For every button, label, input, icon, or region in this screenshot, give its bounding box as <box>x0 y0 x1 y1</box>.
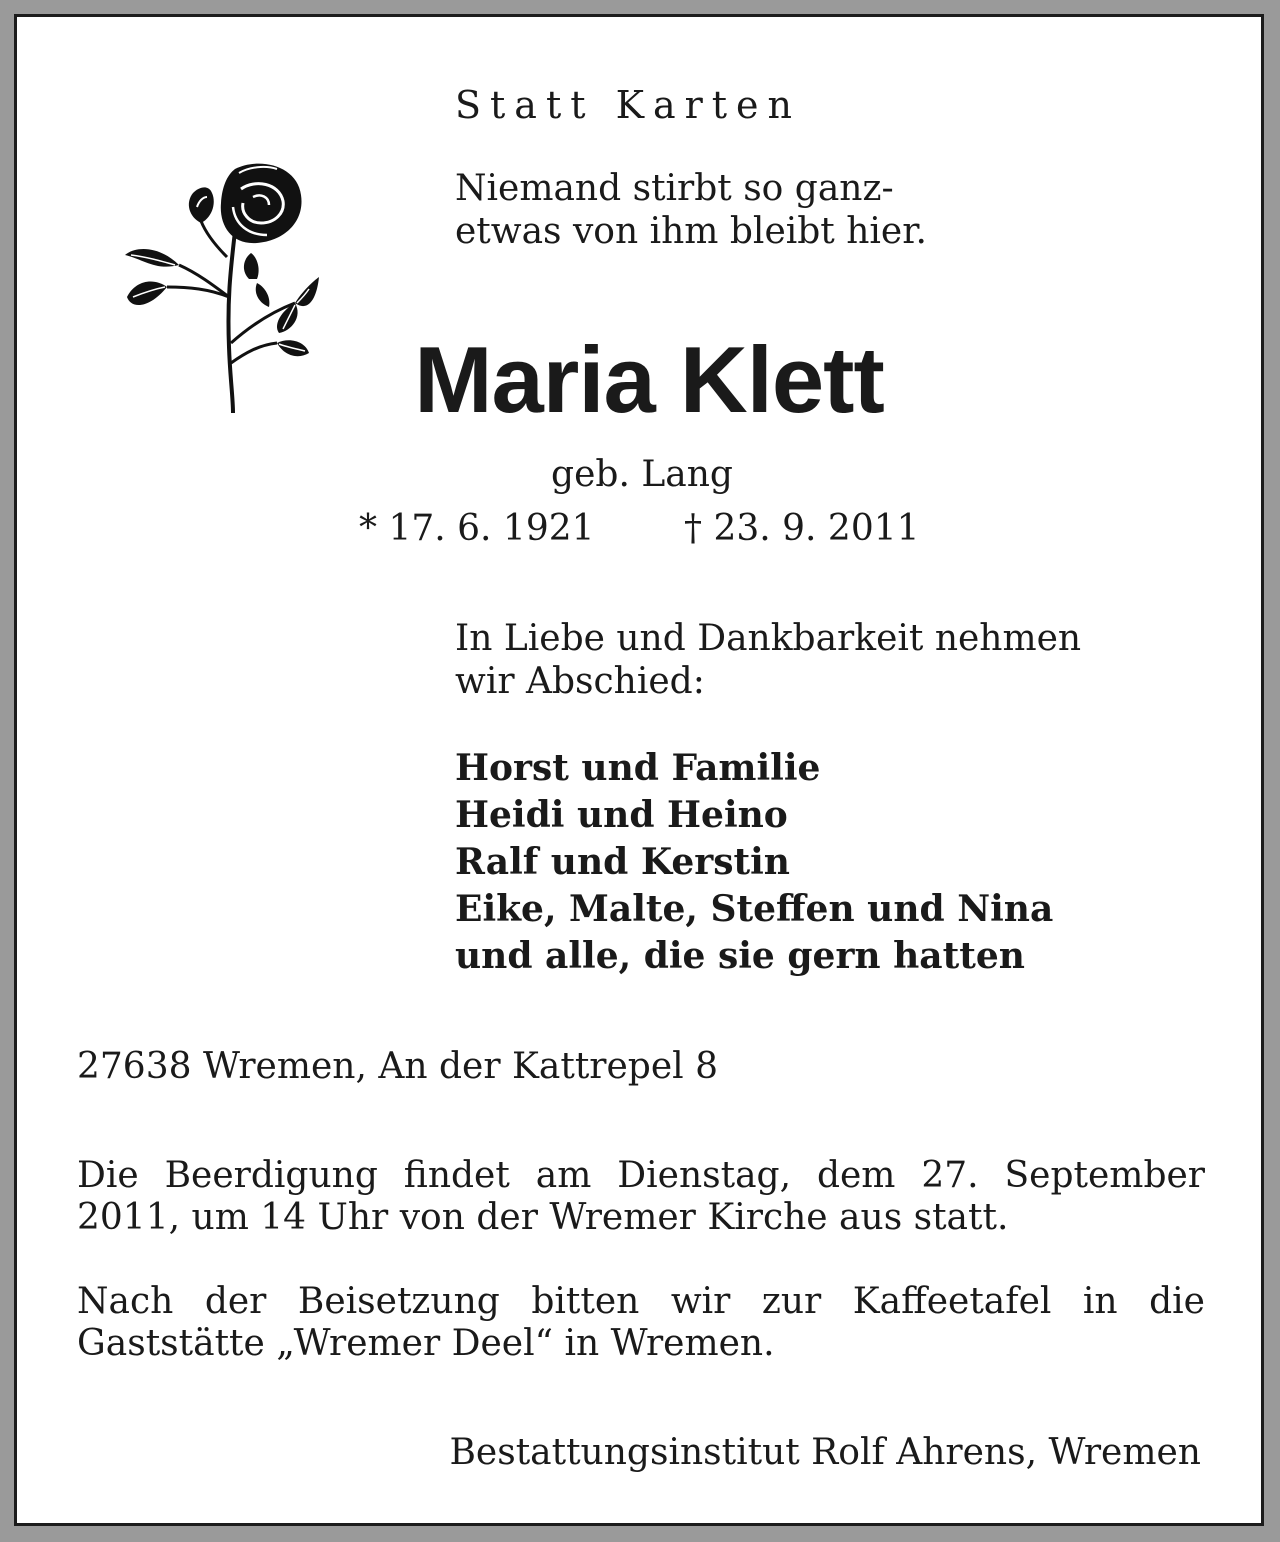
mourner-line: Eike, Malte, Steffen und Nina <box>455 888 1054 930</box>
mourner-line: und alle, die sie gern hatten <box>455 935 1025 977</box>
reception-info: Nach der Beisetzung bitten wir zur Kaffeetafel in die Gaststätte „Wremer Deel“ in Wremen. <box>77 1281 1205 1364</box>
quote-line-2: etwas von ihm bleibt hier. <box>455 211 927 252</box>
mourner-line: Ralf und Kerstin <box>455 841 790 883</box>
deceased-name: Maria Klett <box>414 327 884 432</box>
farewell-text <box>455 617 1081 703</box>
undertaker: Bestattungsinstitut Rolf Ahrens, Wremen <box>449 1432 1201 1473</box>
address: 27638 Wremen, An der Kattrepel 8 <box>77 1046 719 1087</box>
farewell-line-1: In Liebe und Dankbarkeit nehmen <box>455 618 1082 659</box>
mourners-list <box>455 745 1053 980</box>
memorial-quote <box>455 167 927 253</box>
birth-date: * 17. 6. 1921 <box>359 508 595 549</box>
maiden-name: geb. Lang <box>551 454 733 495</box>
life-dates <box>359 507 920 551</box>
obituary-notice <box>14 14 1264 1526</box>
mourner-line: Horst und Familie <box>455 747 821 789</box>
quote-line-1: Niemand stirbt so ganz- <box>455 168 894 209</box>
mourner-line: Heidi und Heino <box>455 794 788 836</box>
death-date: † 23. 9. 2011 <box>684 508 920 549</box>
farewell-line-2: wir Abschied: <box>455 661 705 702</box>
funeral-info: Die Beerdigung findet am Dienstag, dem 27. September 2011, um 14 Uhr von der Wremer Kirche aus statt. <box>77 1155 1205 1238</box>
notice-header: Statt Karten <box>455 83 802 127</box>
